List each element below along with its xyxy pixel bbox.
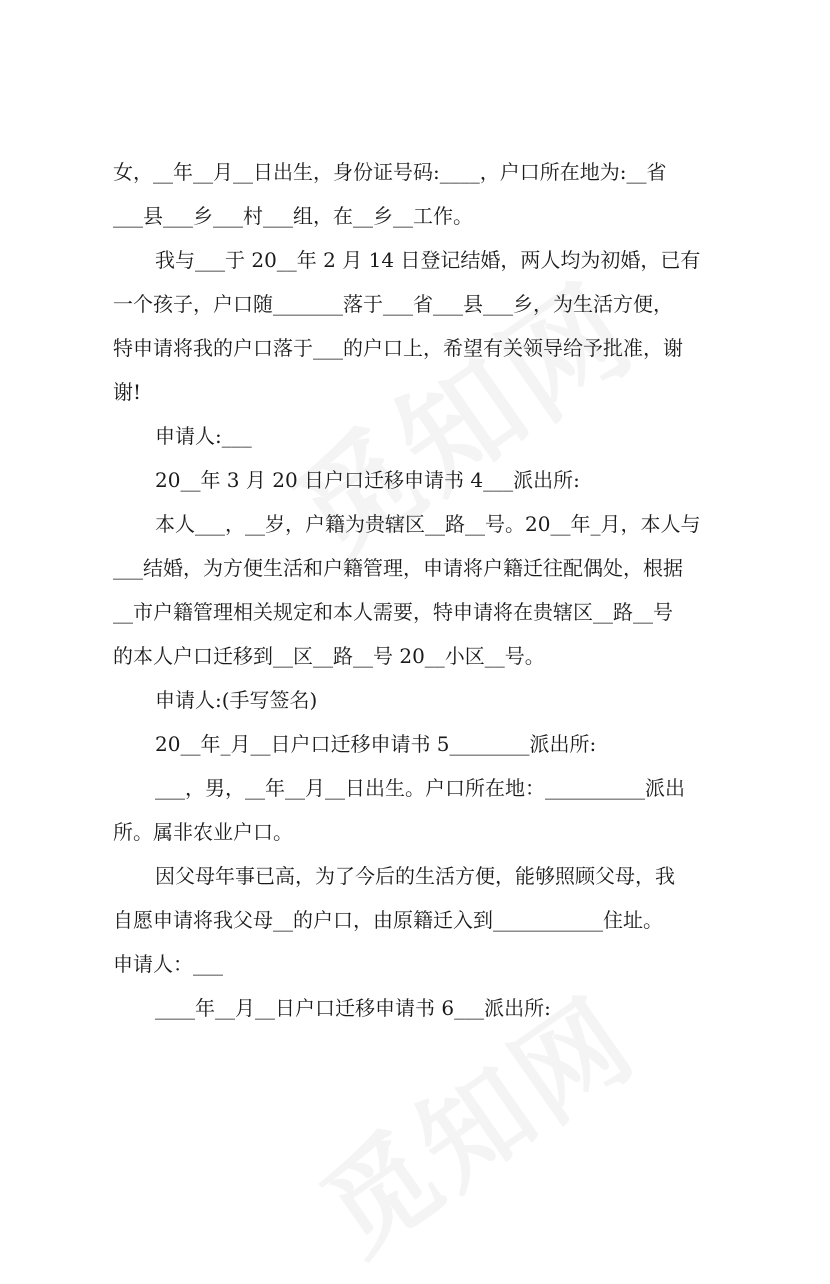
section-heading: 20__年 3 月 20 日户口迁移申请书 4___派出所:: [155, 468, 580, 492]
paragraph-line: 所。属非农业户口。: [113, 820, 293, 844]
paragraph-line: ___结婚，为方便生活和户籍管理，申请将户籍迁往配偶处，根据: [113, 556, 683, 580]
paragraph-line: ___县___乡___村___组，在__乡__工作。: [113, 204, 473, 228]
applicant-signature: 申请人:___: [155, 424, 252, 448]
section-heading: 20__年_月__日户口迁移申请书 5________派出所:: [155, 732, 597, 756]
paragraph-line: 本人___，__岁，户籍为贵辖区__路__号。20__年_月，本人与: [155, 512, 701, 536]
paragraph-line: 谢!: [113, 380, 142, 404]
paragraph-line: 的本人户口迁移到__区__路__号 20__小区__号。: [113, 644, 545, 668]
paragraph-line: 自愿申请将我父母__的户口，由原籍迁入到___________住址。: [113, 908, 663, 932]
applicant-signature: 申请人：___: [113, 952, 223, 976]
section-heading: ____年__月__日户口迁移申请书 6___派出所:: [155, 996, 551, 1020]
paragraph-line: 因父母年事已高，为了今后的生活方便，能够照顾父母，我: [155, 864, 675, 888]
applicant-signature: 申请人:(手写签名): [155, 688, 318, 712]
paragraph-line: ___，男，__年__月__日出生。户口所在地：__________派出: [155, 776, 685, 800]
paragraph-line: 我与___于 20__年 2 月 14 日登记结婚，两人均为初婚，已有: [155, 248, 701, 272]
paragraph-line: 特申请将我的户口落于___的户口上，希望有关领导给予批准，谢: [113, 336, 683, 360]
paragraph-line: __市户籍管理相关规定和本人需要，特申请将在贵辖区__路__号: [113, 600, 673, 624]
paragraph-line: 女，__年__月__日出生，身份证号码:____，户口所在地为:__省: [113, 160, 667, 184]
paragraph-line: 一个孩子，户口随_______落于___省___县___乡，为生活方便，: [113, 292, 673, 316]
document-body: [113, 150, 743, 1030]
